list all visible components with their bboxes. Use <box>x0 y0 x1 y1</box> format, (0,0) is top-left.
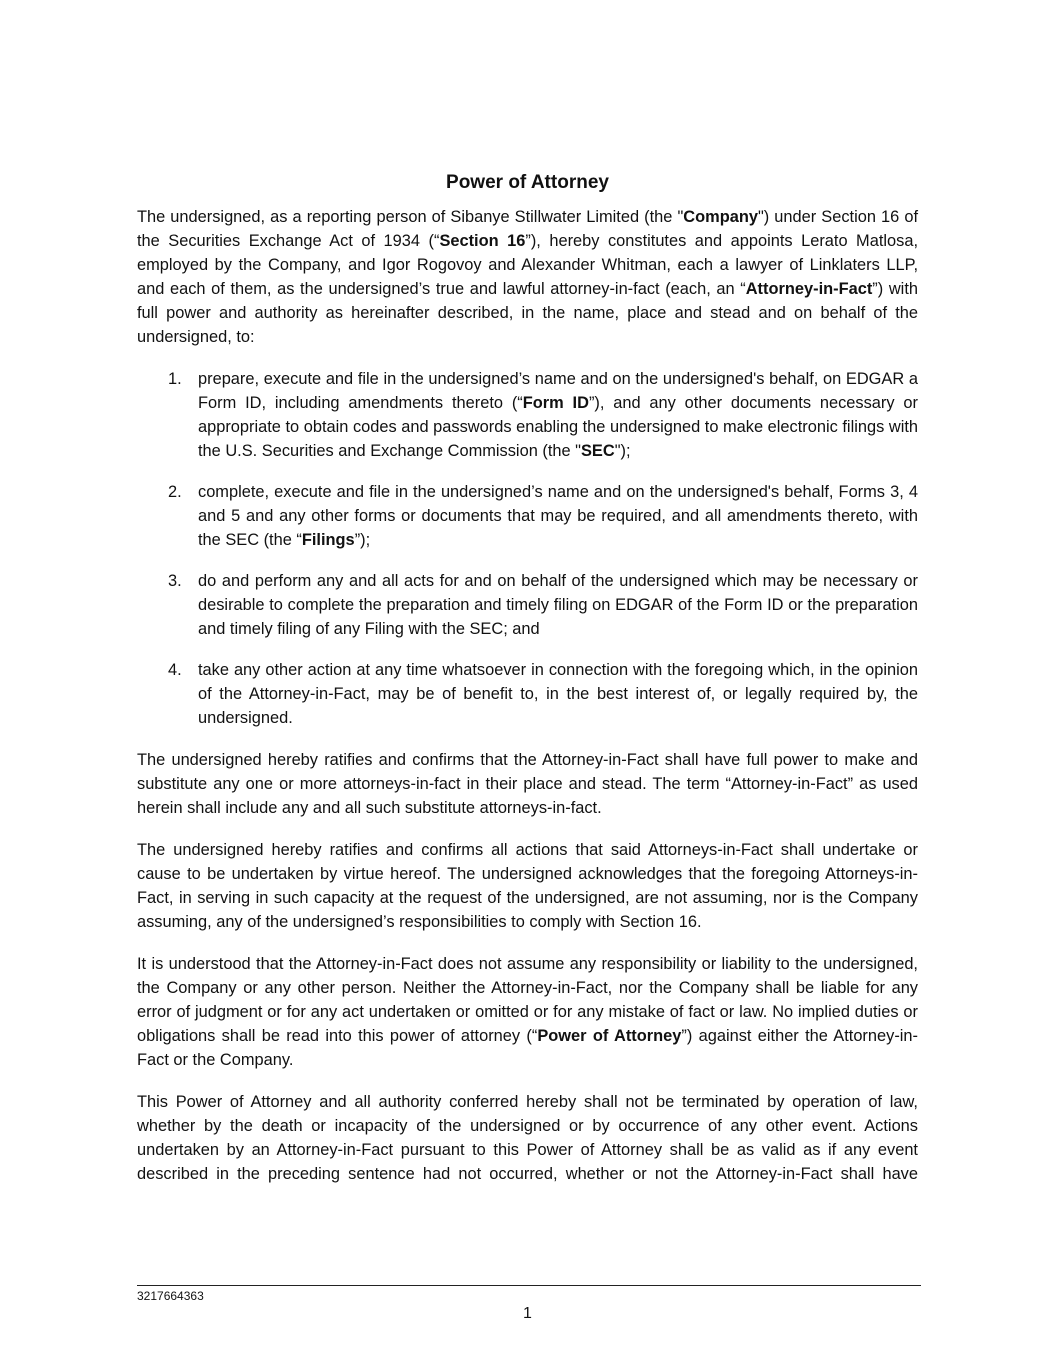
paragraph <box>137 748 918 820</box>
list-item <box>137 367 918 463</box>
powers-list <box>137 367 918 730</box>
text-run: The undersigned hereby ratifies and confirms all actions that said Attorneys-in-Fact shall undertake or cause to be undertaken by virtue hereof. The undersigned acknowledges that the foregoing Attorneys-in-Fact, in serving in such capacity at the request of the undersigned, are not assuming, nor is the Company assuming, any of the undersigned’s responsibilities to comply with Section 16. <box>137 841 918 931</box>
body-section <box>137 748 918 1186</box>
list-item <box>137 480 918 552</box>
defined-term: Power of Attorney <box>537 1027 682 1045</box>
defined-term: Company <box>683 208 758 226</box>
text-run: complete, execute and file in the undersigned’s name and on the undersigned's behalf, Forms 3, 4 and 5 and any other forms or documents that may be required, and all amendments thereto, with the SEC (the “ <box>198 483 918 549</box>
text-run: ”); <box>354 531 371 549</box>
paragraph <box>137 1090 918 1186</box>
list-number: 1. <box>168 370 182 388</box>
document-title: Power of Attorney <box>446 172 609 193</box>
text-run: ") under Section 16 of the Securities Exchange Act of 1934 (“ <box>137 208 919 250</box>
paragraph <box>137 838 918 934</box>
text-run: "); <box>614 442 631 460</box>
text-run: prepare, execute and file in the undersigned’s name and on the undersigned's behalf, on EDGAR a Form ID, including amendments thereto (“ <box>198 370 918 412</box>
defined-term: SEC <box>580 442 615 460</box>
text-run: This Power of Attorney and all authority conferred hereby shall not be terminated by operation of law, whether by the death or incapacity of the undersigned or by occurrence of any other event. Actions undertaken by an Attorney-in-Fact pursuant to this Power of Attorney shall be as valid as if any event described in the preceding sentence had not occurred, whether or not the Attorney-in-Fact shall have <box>137 1093 918 1183</box>
text-run: The undersigned hereby ratifies and confirms that the Attorney-in-Fact shall have full power to make and substitute any one or more attorneys-in-fact in their place and stead. The term “Attorney-in-Fact” as used herein shall include any and all such substitute attorneys-in-fact. <box>137 751 918 817</box>
defined-term: Filings <box>301 531 355 549</box>
paragraph <box>137 952 918 1072</box>
list-number: 3. <box>168 572 182 590</box>
document-id: 3217664363 <box>137 1289 204 1303</box>
text-run: It is understood that the Attorney-in-Fact does not assume any responsibility or liability to the undersigned, the Company or any other person. Neither the Attorney-in-Fact, nor the Company shall be liable for any error of judgment or for any act undertaken or omitted or for any mistake of fact or law. No implied duties or obligations shall be read into this power of attorney (“ <box>137 955 918 1045</box>
footer-divider <box>137 1285 921 1286</box>
defined-term: Form ID <box>522 394 589 412</box>
text-run: take any other action at any time whatsoever in connection with the foregoing which, in the opinion of the Attorney-in-Fact, may be of benefit to, in the best interest of, or legally required by, the undersigned. <box>198 661 918 727</box>
text-run: ”) against either the Attorney-in-Fact or the Company. <box>137 1027 918 1069</box>
document-page <box>137 171 918 1204</box>
paragraph <box>137 205 918 349</box>
list-number: 2. <box>168 483 182 501</box>
text-run: ”), and any other documents necessary or appropriate to obtain codes and passwords enabling the undersigned to make electronic filings with the U.S. Securities and Exchange Commission (the " <box>198 394 918 460</box>
defined-term: Attorney-in-Fact <box>745 280 873 298</box>
page-number: 1 <box>523 1305 532 1322</box>
intro-section <box>137 205 918 349</box>
list-number: 4. <box>168 661 182 679</box>
text-run: do and perform any and all acts for and on behalf of the undersigned which may be necessary or desirable to complete the preparation and timely filing on EDGAR of the Form ID or the preparation and timely filing of any Filing with the SEC; and <box>198 572 918 638</box>
text-run: ”) with full power and authority as hereinafter described, in the name, place and stead and on behalf of the undersigned, to: <box>137 280 918 346</box>
text-run: ”), hereby constitutes and appoints Lerato Matlosa, employed by the Company, and Igor Rogovoy and Alexander Whitman, each a lawyer of Linklaters LLP, and each of them, as the undersigned’s true and lawful attorney-in-fact (each, an “ <box>137 232 918 298</box>
list-item <box>137 569 918 641</box>
text-run: The undersigned, as a reporting person of Sibanye Stillwater Limited (the " <box>137 208 684 226</box>
list-item <box>137 658 918 730</box>
defined-term: Section 16 <box>439 232 526 250</box>
